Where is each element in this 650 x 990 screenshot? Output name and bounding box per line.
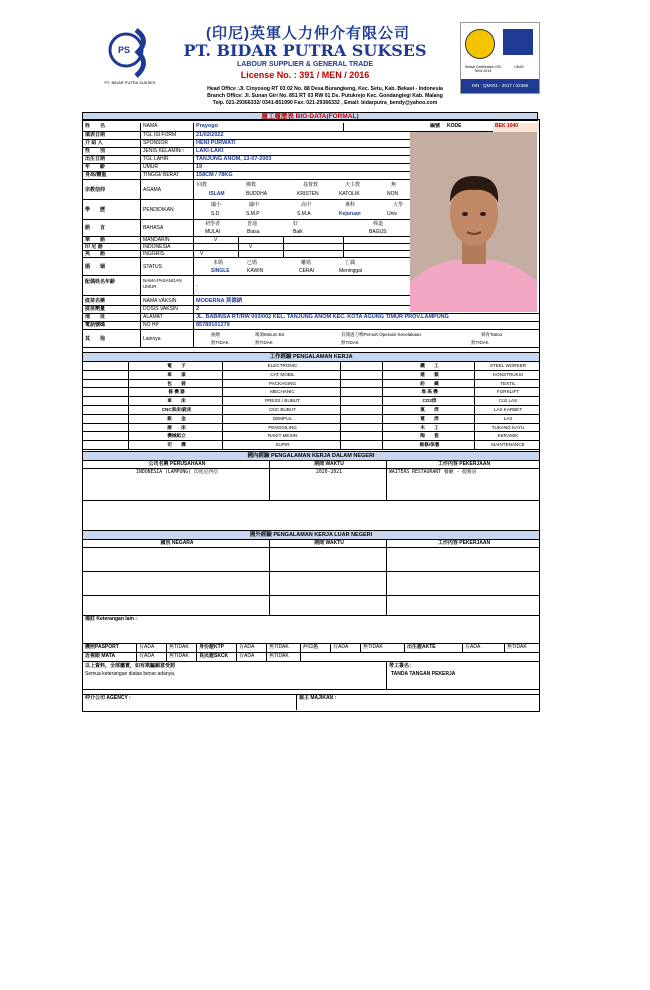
company-cell: INDONESIA (LAMPUNG) 印度尼西亞 [83, 469, 270, 500]
check-mulai[interactable] [194, 251, 239, 257]
field-cn-label: 婚 姻 [83, 258, 141, 275]
option-cn: 佛教 [246, 182, 257, 188]
option-cn: 國中 [249, 202, 260, 208]
check-baik[interactable] [284, 244, 344, 250]
skill-checkbox[interactable] [83, 371, 129, 379]
skill-cn: 磨 床 [129, 424, 223, 432]
field-cn-label: 介 紹 人 [83, 140, 141, 147]
skill-label: CNC BUBUT [223, 406, 341, 414]
option-cn: 已婚 [247, 260, 258, 266]
skill-label: PENGGILING [223, 424, 341, 432]
skill-cn: 鐵 工 [383, 362, 475, 370]
skill-cn: 紡 織 [383, 380, 475, 388]
doc-label: 身份證KTP [197, 644, 237, 652]
skill-label: MAINTENANCE [491, 442, 525, 448]
doc-option-tidak[interactable]: 無TIDAK [361, 644, 405, 652]
country-cell[interactable] [83, 548, 270, 571]
form-title: 履工履歷表 BIO-DATA(FORMAL) [82, 112, 538, 121]
skill-checkbox[interactable] [341, 441, 383, 449]
domestic-row [83, 469, 539, 501]
doc-option-tidak[interactable]: 無TIDAK [167, 653, 197, 661]
overseas-row [83, 596, 539, 616]
notes-label: 備註 Keterangan lain : [85, 616, 137, 622]
education-option[interactable]: S.M.A [297, 211, 311, 217]
overseas-row [83, 572, 539, 596]
skill-checkbox[interactable] [83, 362, 129, 370]
doc-option-tidak[interactable]: 無TIDAK [507, 644, 527, 650]
declaration-row [83, 662, 539, 690]
skill-cn: 陶 瓷 [383, 432, 475, 440]
experience-grid [83, 362, 539, 450]
language-level: BAGUS [369, 229, 387, 235]
column-header: 期間 WAKTU [270, 461, 387, 468]
status-option[interactable]: CERAI [299, 268, 315, 274]
skill-cn: 修 機 器 [129, 388, 223, 396]
field-label: NAMA VAKSIN [141, 296, 194, 305]
form-date-value: 21/02/2022 [196, 132, 224, 138]
religion-option[interactable]: KATOLIK [339, 191, 360, 197]
option-cn: 未婚 [213, 260, 224, 266]
country-cell[interactable] [83, 572, 270, 595]
signature-box[interactable] [387, 662, 539, 689]
status-option[interactable]: Meninggal [339, 268, 363, 274]
column-header: 公司名稱 PERUSAHAAN [83, 461, 270, 468]
skill-label: KONSTRUKSI [493, 371, 523, 377]
skill-cn: CO2焊 [383, 397, 475, 405]
other-question: 抽煙 [211, 332, 220, 337]
applicant-portrait-icon [410, 132, 537, 312]
option-cn: 天主教 [345, 182, 361, 188]
experience-row [83, 380, 539, 389]
check-mulai[interactable] [194, 237, 239, 243]
row-age [83, 164, 411, 172]
address-value: JL. BABINSA RT/RW 003/002 KEL. TANJUNG ANOM KEC. KOTA AGUNG TIMUR PROV.LAMPUNG [196, 314, 449, 320]
doc-option-ada[interactable]: 有ADA [237, 653, 267, 661]
applicant-photo [410, 132, 537, 312]
option-cn: 無 [391, 182, 397, 188]
other-question: 喝酒Minum Bir [255, 332, 285, 337]
experience-row [83, 441, 539, 450]
skill-checkbox[interactable] [341, 424, 383, 432]
skill-label: STEEL WORKER [489, 363, 527, 368]
religion-option[interactable]: KRISTEN [297, 191, 319, 197]
field-cn-label: 學 歷 [83, 200, 141, 219]
education-option[interactable]: Univ [387, 211, 398, 217]
skill-checkbox[interactable] [83, 424, 129, 432]
skill-checkbox[interactable] [341, 371, 383, 379]
field-label: SPONSOR [141, 140, 194, 147]
skill-cn: 司 機 [129, 441, 223, 449]
check-baik[interactable] [284, 251, 344, 257]
row-height [83, 172, 411, 180]
experience-row [83, 388, 539, 397]
row-birth [83, 156, 411, 164]
footer-row [83, 694, 539, 710]
check-baik[interactable] [284, 237, 344, 243]
field-label: ALAMAT [141, 314, 194, 321]
overseas-header-row [83, 540, 539, 548]
row-agama [83, 180, 411, 200]
overseas-row [83, 548, 539, 572]
company-tagline: LABOUR SUPPLIER & GENERAL TRADE [237, 61, 373, 68]
field-cn-label: 年 齡 [83, 164, 141, 171]
skill-label: LAS KARBET [493, 407, 523, 412]
skill-label: CAT MOBIL [223, 371, 341, 379]
skill-cn: 堆 高 機 [383, 388, 475, 396]
job-cell[interactable] [387, 572, 539, 595]
check-mark: V [214, 237, 218, 243]
skill-cn: 包 裝 [129, 380, 223, 388]
row-pasangan [83, 276, 411, 296]
option-cn: 基督教 [303, 182, 319, 188]
skill-checkbox[interactable] [341, 380, 383, 388]
religion-option[interactable]: ISLAM [209, 191, 225, 197]
skill-checkbox[interactable] [83, 388, 129, 396]
field-label: JENIS KELAMIN□ [141, 148, 194, 155]
field-cn-label: 身高/體重 [83, 172, 141, 179]
status-option[interactable]: SINGLE [211, 268, 230, 274]
field-label: NO HP [141, 322, 194, 329]
field-label: TGL LAHIR [141, 156, 194, 163]
doc-label: 護照PASPORT [83, 644, 137, 652]
sponsor-value: HENI PURWATI [196, 140, 236, 146]
company-logo [108, 26, 150, 82]
field-cn-label: 宗教信仰 [83, 180, 141, 199]
kode-cn: 編號 [430, 123, 441, 129]
address-block [110, 86, 540, 107]
field-cn-label: 其 他 [83, 330, 141, 347]
skill-cn: 電 子 [129, 362, 223, 370]
row-nama [83, 123, 539, 132]
license-number: License No. : 391 / MEN / 2016 [240, 70, 370, 80]
option-cn: 專科 [345, 202, 356, 208]
field-label: TGL ISI FORM [141, 132, 194, 139]
skill-checkbox[interactable] [83, 380, 129, 388]
doc-option-ada[interactable]: 有ADA [331, 644, 361, 652]
column-header: 工作內容 PEKERJAAN [437, 540, 491, 546]
language-level: Baik [293, 229, 303, 235]
period-cell: 2020-2021 [270, 469, 387, 500]
documents-row-1 [83, 644, 539, 653]
field-label: UMUR [141, 164, 194, 171]
declaration-id: Semua keterangan diatas benar adanya. [85, 671, 176, 677]
column-header: 工作內容 PEKERJAAN [437, 461, 491, 467]
other-answer[interactable]: 無TIDAK [255, 340, 273, 345]
documents-row-2 [83, 653, 539, 662]
skill-cn: 車 床 [129, 397, 223, 405]
row-nohp [83, 322, 539, 330]
education-option[interactable]: S.D [211, 211, 220, 217]
field-cn-label: 性 別 [83, 148, 141, 155]
field-cn-label: 語 言 [83, 220, 141, 236]
period-cell[interactable] [270, 548, 387, 571]
skill-label: RAKIT MESIN [223, 432, 341, 440]
section-overseas-experience: 國外經驗 PENGALAMAN KERJA LUAR NEGERI [83, 530, 539, 540]
check-mark: V [200, 251, 204, 257]
check-biasa[interactable] [239, 244, 284, 250]
section-domestic-experience: 國內經驗 PENGALAMAN KERJA DALAM NEGERI [83, 451, 539, 461]
skill-checkbox[interactable] [83, 432, 129, 440]
skill-cn: 木 工 [383, 424, 475, 432]
skill-checkbox[interactable] [83, 406, 129, 414]
skill-label: FORKLIFT [496, 389, 520, 395]
skill-cn: 電 焊 [383, 415, 475, 423]
field-label: TINGGI/ BERAT [141, 172, 194, 179]
logo-subtitle: PT. BIDAR PUTRA SUKSES [104, 80, 156, 85]
row-alamat [83, 314, 539, 322]
period-cell[interactable] [270, 572, 387, 595]
experience-row [83, 397, 539, 406]
doc-label: 良民證SKCK [197, 653, 237, 661]
level-cn: 棒道 [373, 221, 384, 227]
field-cn-label: 華 語 [83, 237, 141, 243]
job-cell: WAITERS RESTAURANT 餐廳 - 服務員 [389, 470, 477, 475]
other-answer[interactable]: 無TIDAK [341, 340, 359, 345]
company-name: PT. BIDAR PUTRA SUKSES [183, 41, 427, 60]
other-answer[interactable]: 無TIDAK [211, 340, 229, 345]
language-level: Biasa [247, 229, 260, 235]
row-indonesia [83, 244, 411, 251]
doc-label: 近視眼 MATA [83, 653, 137, 661]
other-question: 刺青Tattoo [481, 332, 503, 337]
job-cell[interactable] [387, 548, 539, 571]
level-cn: 初學者 [205, 221, 221, 227]
skill-label: ELECTRONIC [223, 362, 341, 370]
skill-label: SUPIR [223, 441, 341, 449]
skill-cn: 車 漆 [129, 371, 223, 379]
field-label: INDONESIA [141, 244, 194, 250]
skill-label: DEMPUL [223, 415, 341, 423]
skill-checkbox[interactable] [341, 432, 383, 440]
certification-seal-icon [465, 29, 495, 59]
skill-label: TEXTIL [500, 380, 516, 386]
period-cell[interactable] [270, 596, 387, 615]
skill-cn: 建 築 [383, 371, 475, 379]
skill-cn: CNC車床/銑床 [129, 406, 223, 414]
declaration-cn: 以上資料，全部屬實，如有欺騙願意受罰 [85, 663, 176, 669]
experience-row [83, 362, 539, 371]
field-cn-label: 出生日期 [83, 156, 141, 163]
cert-right-text: UKAS [514, 65, 524, 69]
skill-cn: 維修/保養 [383, 441, 475, 449]
skill-checkbox[interactable] [341, 415, 383, 423]
declaration-text [83, 662, 387, 689]
doc-option-tidak[interactable]: 無TIDAK [267, 653, 301, 661]
row-mandarin [83, 237, 411, 244]
address-line: Branch Office: Jl. Sunan Giri No. 851 RT 03 RW 01 Ds. Putukrejo Kec. Gondanglegi Kab. Malang [207, 93, 443, 99]
field-cn-label: 電話號碼 [83, 322, 141, 329]
skill-label: MECHANIC [223, 388, 341, 396]
row-sponsor [83, 140, 411, 148]
field-label: NAMA [141, 123, 194, 131]
height-weight-value: 158CM / 78KG [196, 172, 233, 178]
skill-cn: 機械組立 [129, 432, 223, 440]
row-lainnya [83, 330, 539, 348]
signature-label: TANDA TANGAN PEKERJA [391, 671, 456, 677]
option-cn: 國小 [211, 202, 222, 208]
option-cn: 大學 [393, 202, 404, 208]
skill-cn: 鈑 金 [129, 415, 223, 423]
field-cn-label: 配偶姓名年齡 [83, 276, 141, 295]
name-value: Prayogo [194, 123, 344, 131]
ukas-flag-icon [503, 29, 533, 55]
employer-field[interactable]: 雇主 MAJIKAN : [299, 695, 337, 701]
doc-label: 戶口名 [301, 644, 331, 652]
notes-row[interactable] [83, 616, 539, 644]
row-pendidikan [83, 200, 411, 220]
doc-option-ada[interactable]: 有ADA [137, 644, 167, 652]
skill-label: TUKANG KAYU [491, 424, 525, 430]
row-status [83, 258, 411, 276]
skill-checkbox[interactable] [83, 415, 129, 423]
other-answer[interactable]: 無TIDAK [471, 340, 489, 345]
doc-label: 出生證AKTE [405, 644, 463, 652]
doc-option-ada[interactable]: 有ADA [137, 653, 167, 661]
birth-value: TANJUNG ANOM, 13-07-2003 [196, 156, 272, 162]
field-label: BAHASA [141, 220, 194, 236]
language-level: MULAI [205, 229, 221, 235]
field-cn-label: 地 址 [83, 314, 141, 321]
skill-checkbox[interactable] [341, 397, 383, 405]
doc-option-ada[interactable]: 有ADA [463, 644, 505, 652]
field-cn-label: 填表日期 [83, 132, 141, 139]
experience-row [83, 371, 539, 380]
kode-label: KODE [447, 123, 462, 129]
vaccine-value: MODERNA 莫德納 [196, 298, 243, 304]
status-option[interactable]: KAWIN [247, 268, 264, 274]
column-header: 期間 WAKTU [270, 540, 387, 547]
job-cell[interactable] [387, 596, 539, 615]
certification-badge [460, 22, 540, 94]
phone-value: 85789101279 [196, 322, 230, 328]
religion-option[interactable]: BUDDHA [246, 191, 268, 197]
skill-label: LAS [503, 415, 513, 421]
company-name-chinese: (印尼)英軍人力仲介有限公司 [206, 25, 410, 42]
field-label: INGGRIS [141, 251, 194, 257]
address-line: Telp. 021-29366332/ 0341-851990 Fax: 021-29366332 , Email: bidarputra_bendy@yahoo.com [212, 100, 438, 106]
education-option[interactable]: Kejuruan [339, 211, 361, 217]
cert-number: ISN : QM001 - 2017 / 02366 [461, 79, 539, 93]
level-cn: 好 [293, 221, 299, 227]
skill-checkbox[interactable] [341, 388, 383, 396]
dose-value: 2 [196, 306, 200, 312]
agency-field[interactable]: 仲介公司 AGENCY : [83, 695, 297, 710]
option-cn: 回教 [197, 182, 208, 188]
row-gender [83, 148, 411, 156]
option-cn: 亡偶 [345, 260, 356, 266]
check-mulai[interactable] [194, 244, 239, 250]
doc-option-tidak[interactable]: 無TIDAK [267, 644, 301, 652]
experience-row [83, 424, 539, 433]
field-label: DOSIS VAKSIN [141, 306, 194, 313]
option-cn: 高中 [301, 202, 312, 208]
gender-value: LAKI-LAKI [196, 148, 224, 154]
field-label: Lainnya [141, 330, 194, 347]
field-label: PENDIDIKAN [141, 200, 194, 219]
field-label: STATUS [141, 258, 194, 275]
education-option[interactable]: S.M.P [246, 211, 260, 217]
field-cn-label: 姓 名 [83, 123, 141, 131]
check-mark: V [249, 244, 253, 250]
svg-text:PS: PS [118, 45, 131, 55]
skill-label: Co2 LAS [498, 398, 518, 404]
field-label: AGAMA [141, 180, 194, 199]
experience-row [83, 432, 539, 441]
check-biasa[interactable] [239, 251, 284, 257]
row-tgl-isi [83, 132, 411, 140]
field-cn-label: 英 語 [83, 251, 141, 257]
skill-label: PRESS / BUBUT [223, 397, 341, 405]
field-cn-label: 印 尼 語 [83, 244, 141, 250]
skill-checkbox[interactable] [83, 441, 129, 449]
field-label: MANDARIN [141, 237, 194, 243]
other-question: 有開過刀嗎Pernah Operasi/ Kecelakaan [341, 332, 422, 337]
field-cn-label: 疫苗名稱 [83, 296, 141, 305]
field-label: NAMA PASANGAN UMUR [141, 276, 194, 295]
skill-label: KERAMIK [497, 433, 519, 439]
religion-option[interactable]: NON [387, 191, 399, 197]
spouse-value: - [196, 283, 198, 289]
option-cn: 離婚 [301, 260, 312, 266]
skill-label: PACKAGING [223, 380, 341, 388]
cert-left-text: Global Certification ISO 9001:2015 [464, 65, 502, 73]
skill-cn: 氣 焊 [383, 406, 475, 414]
skill-checkbox[interactable] [341, 362, 383, 370]
address-line: Head Office :Jl. Cinyosog RT 03 02 No. 88 Desa Burangkeng, Kec. Setu, Kab. Bekasi - Indonesia [207, 86, 443, 92]
experience-row [83, 406, 539, 415]
domestic-header-row [83, 461, 539, 469]
column-header: 國別 NEGARA [83, 540, 270, 547]
row-inggris [83, 251, 411, 258]
skill-checkbox[interactable] [83, 397, 129, 405]
age-value: 19 [196, 164, 203, 170]
section-work-experience: 工作經驗 PENGALAMAN KERJA [83, 352, 539, 362]
doc-option-ada[interactable]: 有ADA [237, 644, 267, 652]
skill-checkbox[interactable] [341, 406, 383, 414]
kode-value: BEK 1040 [493, 123, 539, 132]
experience-row [83, 415, 539, 424]
check-biasa[interactable] [239, 237, 284, 243]
field-cn-label: 疫苗劑量 [83, 306, 141, 313]
country-cell[interactable] [83, 596, 270, 615]
row-bahasa [83, 220, 411, 237]
doc-option-tidak[interactable]: 無TIDAK [167, 644, 197, 652]
level-cn: 普通 [247, 221, 258, 227]
row-vaksin [83, 296, 411, 306]
signature-cn: 勞工簽名： [389, 663, 415, 669]
